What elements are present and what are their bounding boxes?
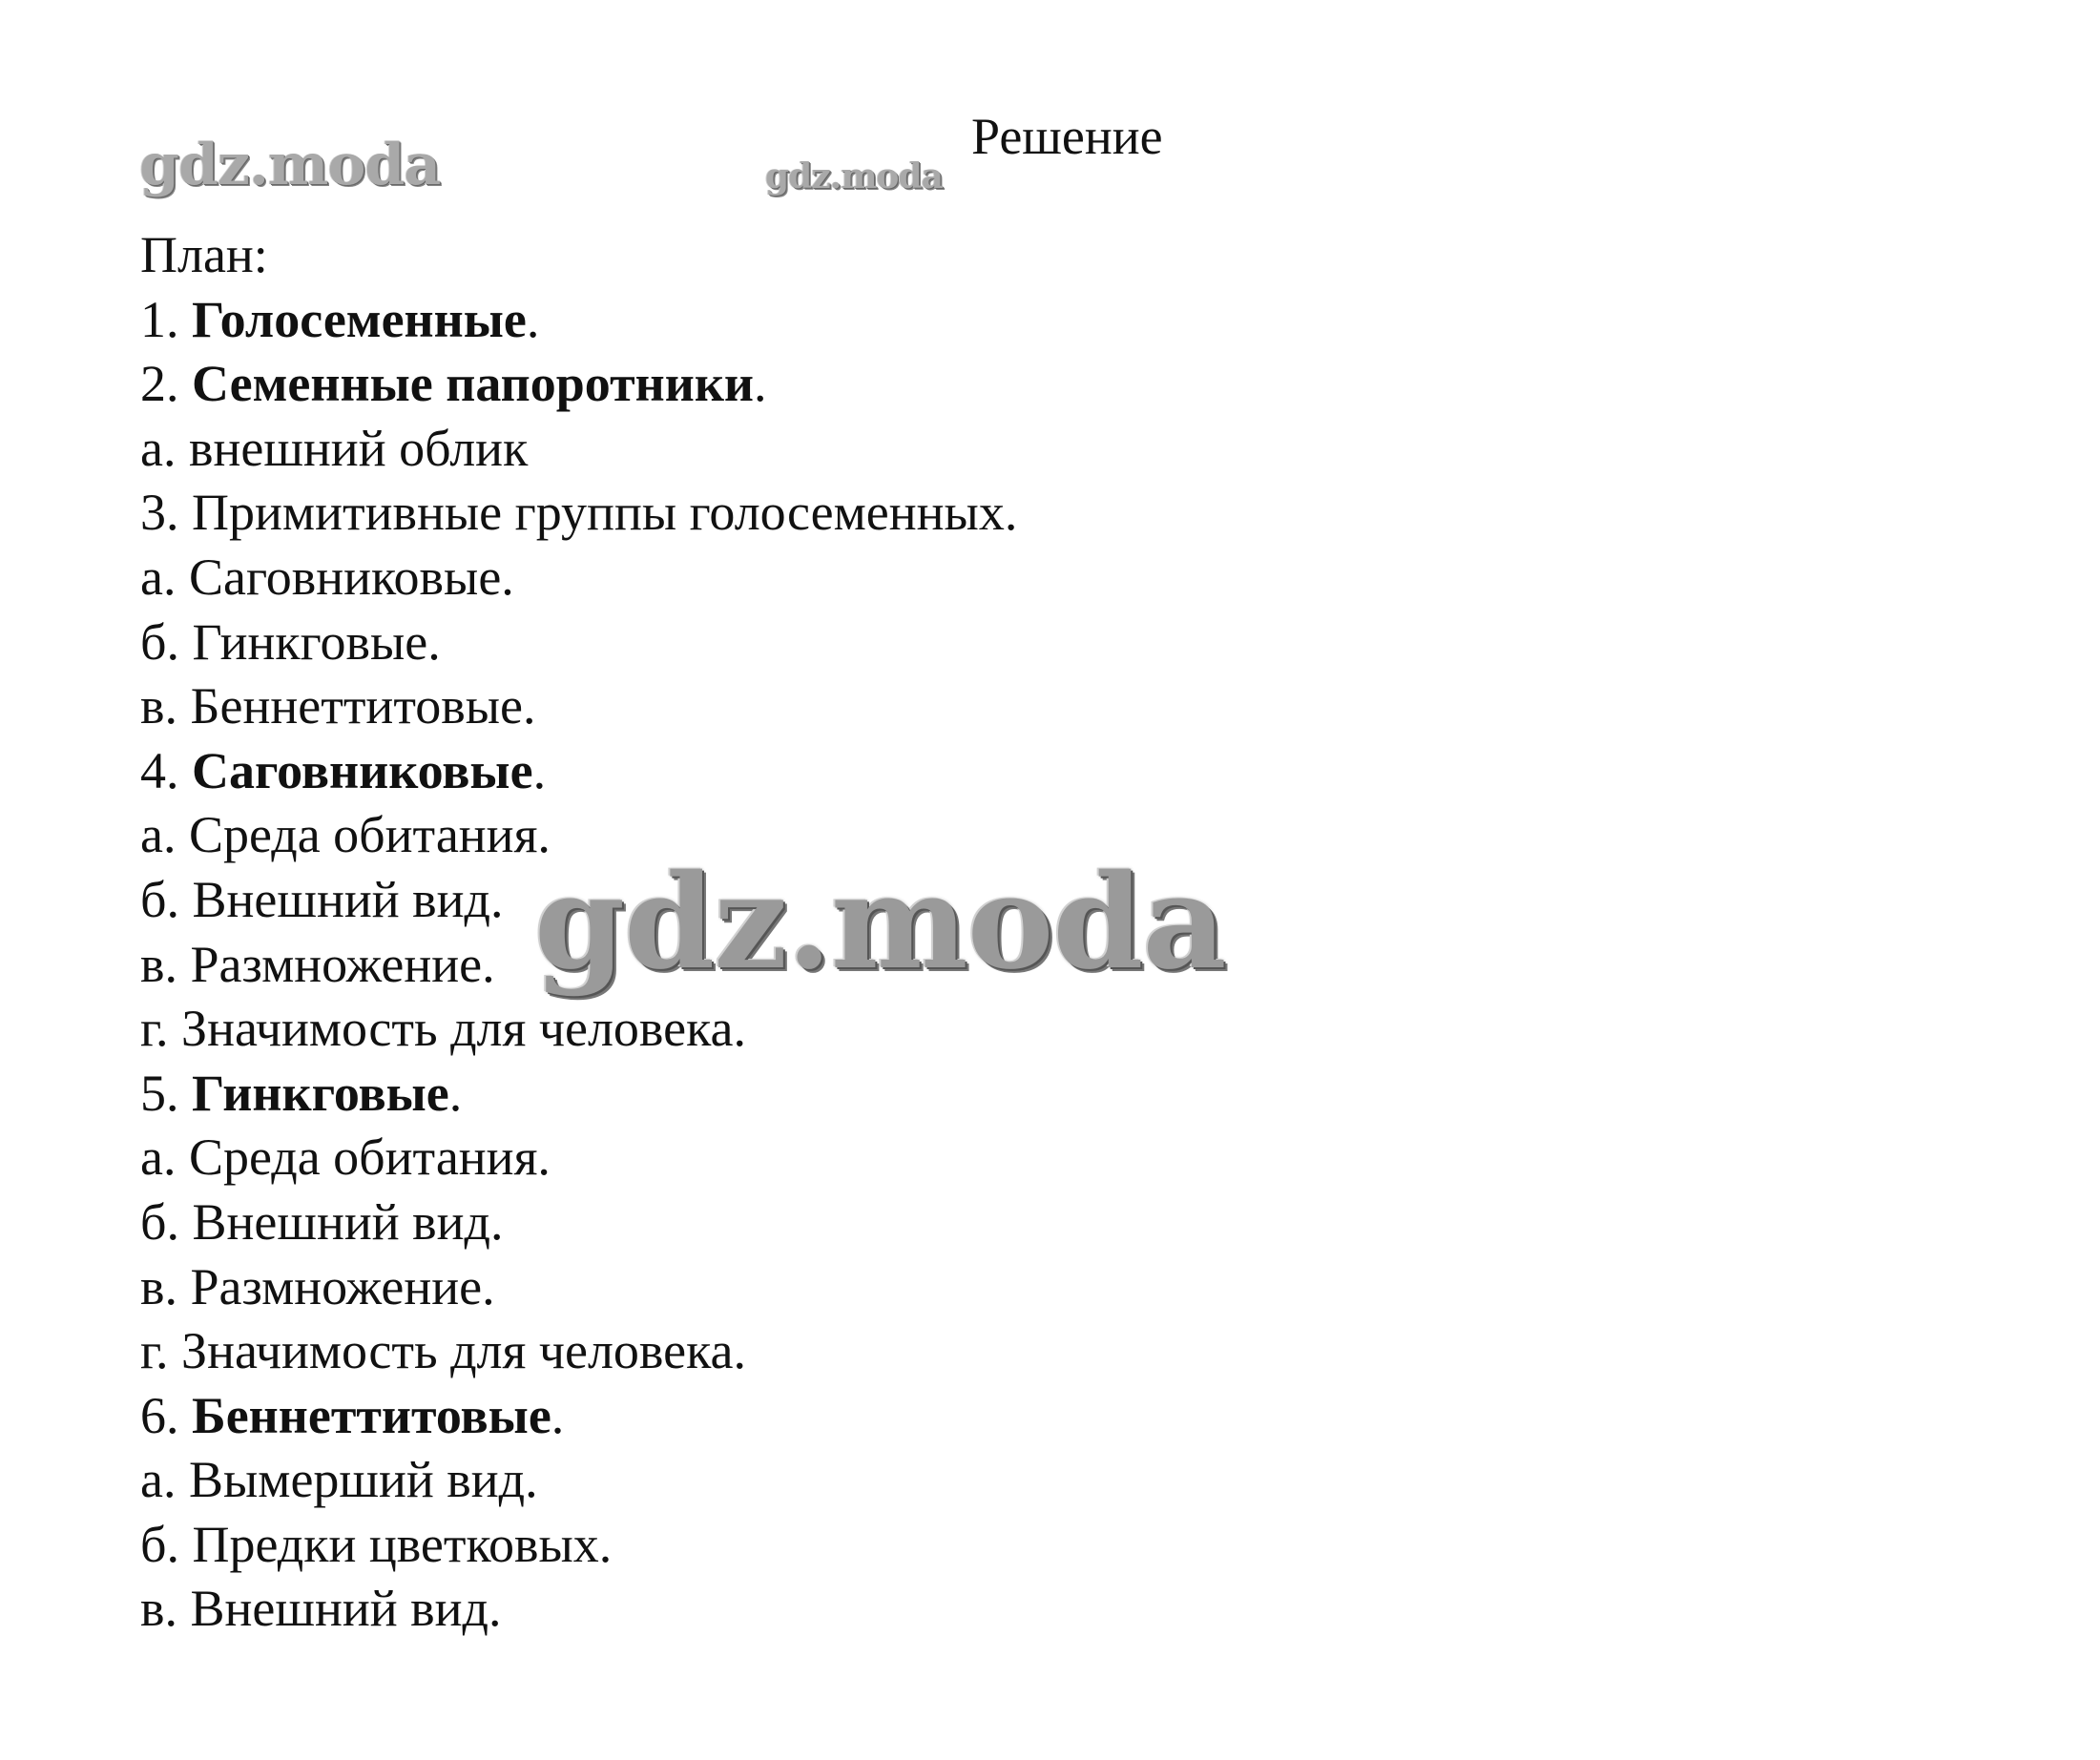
list-item (140, 1255, 1017, 1320)
item-bold-text: Саговниковые (192, 741, 533, 799)
item-text: г. Значимость для человека. (140, 1000, 746, 1058)
item-text: г. Значимость для человека. (140, 1322, 746, 1380)
item-suffix: . (448, 1064, 463, 1122)
watermark-logo: gdz.moda (765, 156, 943, 197)
item-text: 1. (140, 290, 192, 348)
list-item (140, 1062, 1017, 1127)
item-text: 3. Примитивные группы голосеменных. (140, 484, 1018, 542)
item-bold-text: Гинкговые (192, 1064, 449, 1122)
list-item (140, 352, 1017, 417)
item-text: б. Предки цветковых. (140, 1515, 613, 1573)
item-text: в. Внешний вид. (140, 1580, 502, 1638)
item-text: а. Вымерший вид. (140, 1451, 538, 1509)
item-text: в. Беннеттитовые. (140, 677, 536, 735)
item-text: в. Размножение. (140, 1257, 495, 1315)
list-item (140, 417, 1017, 482)
list-item (140, 481, 1017, 546)
item-text: в. Размножение. (140, 935, 495, 993)
item-text: а. внешний облик (140, 419, 529, 477)
list-item (140, 1126, 1017, 1191)
list-item (140, 223, 1017, 288)
list-item (140, 288, 1017, 353)
item-suffix: . (532, 741, 547, 799)
page-title: Решение (971, 108, 1163, 165)
list-item (140, 739, 1017, 804)
item-bold-text: Беннеттитовые (192, 1386, 551, 1444)
item-text: 2. (140, 355, 192, 413)
list-item (140, 546, 1017, 611)
item-suffix: . (526, 290, 540, 348)
item-text: а. Среда обитания. (140, 1128, 551, 1187)
list-item (140, 1577, 1017, 1642)
list-item (140, 1319, 1017, 1384)
item-bold-text: Семенные папоротники (192, 355, 755, 413)
item-text: 4. (140, 741, 192, 799)
list-item (140, 1384, 1017, 1449)
item-bold-text: Голосеменные (192, 290, 527, 348)
item-text: а. Саговниковые. (140, 548, 514, 606)
item-text: а. Среда обитания. (140, 806, 551, 864)
item-text: б. Внешний вид. (140, 870, 504, 928)
item-text: 6. (140, 1386, 192, 1444)
item-suffix: . (551, 1386, 565, 1444)
watermark-logo: gdz.moda (139, 132, 441, 198)
watermark-logo: gdz.moda (534, 846, 1226, 999)
list-item (140, 997, 1017, 1062)
list-item (140, 611, 1017, 675)
item-text: б. Гинкговые. (140, 612, 441, 671)
list-item (140, 1448, 1017, 1513)
item-text: План: (140, 226, 268, 283)
item-text: б. Внешний вид. (140, 1192, 504, 1251)
list-item (140, 1191, 1017, 1255)
list-item (140, 1513, 1017, 1578)
list-item (140, 674, 1017, 739)
item-text: 5. (140, 1064, 192, 1122)
item-suffix: . (754, 355, 767, 413)
